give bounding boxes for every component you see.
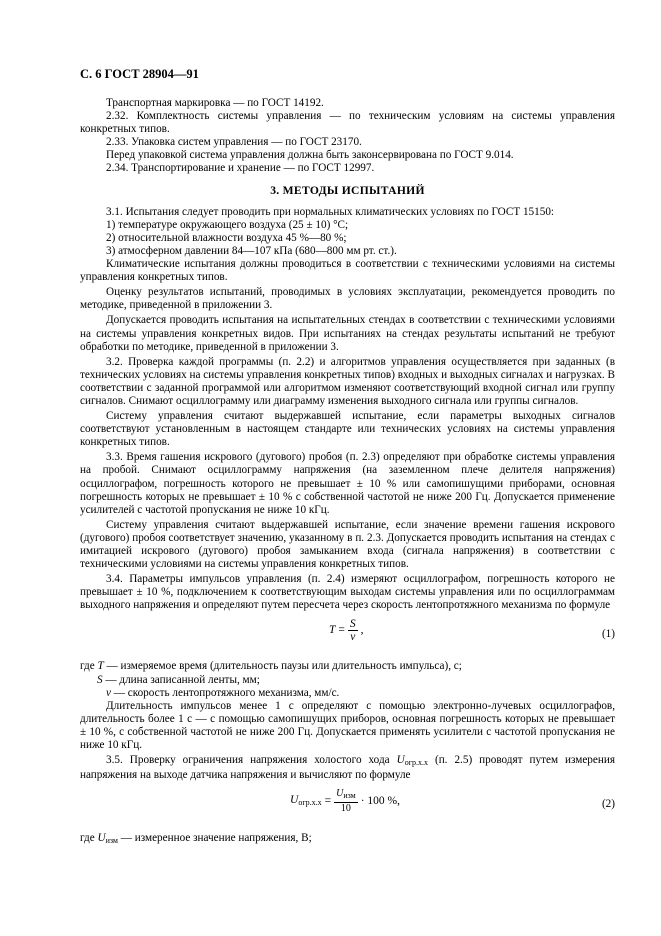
formula-1-tail: , xyxy=(360,624,364,637)
formula-1-equals: = xyxy=(338,624,345,637)
definition-where: где xyxy=(80,832,95,845)
definition-where: где xyxy=(80,660,95,673)
section-title: 3. МЕТОДЫ ИСПЫТАНИЙ xyxy=(270,183,425,197)
list-item: 2) относительной влажности воздуха 45 %—80 %; xyxy=(106,231,347,244)
definition-symbol: S xyxy=(97,673,103,686)
definition-line xyxy=(80,674,615,687)
list-item: 3) атмосферном давлении 84—107 кПа (680—800 мм рт. ст.). xyxy=(106,244,397,257)
paragraph: 2.32. Комплектность системы управления — по техническим условиям на системы управления конкретных типов. xyxy=(80,110,615,136)
formula-2 xyxy=(80,786,615,828)
paragraph: 3.1. Испытания следует проводить при нормальных климатических условиях по ГОСТ 15150: xyxy=(106,205,555,218)
formula-1-expression xyxy=(329,618,364,643)
p35-symbol: U xyxy=(396,754,405,767)
paragraph: Допускается проводить испытания на испытательных стендах в соответствии с техническими условиями на системы управления конкретных видов. При испытаниях на стендах результаты испытаний не требуют обработки по методике, приведенной в приложении 3. xyxy=(80,314,615,353)
paragraph: Систему управления считают выдержавшей испытание, если параметры выходных сигналов соответствуют установленным в настоящем стандарте или технических условиях на системы управления конкретных типов. xyxy=(80,410,615,449)
list-item: 1) температуре окружающего воздуха (25 ± 10) °С; xyxy=(106,218,349,231)
definition-line xyxy=(80,832,615,847)
paragraph: 3.4. Параметры импульсов управления (п. 2.4) измеряют осциллографом, погрешность которого не превышает ± 10 %, подключением к соответствующим выходам системы управления или по осциллограммам выходного напряжения и определяют путем пересчета через скорость лентопротяжного механизма по формуле xyxy=(80,573,615,612)
definition-subscript: изм xyxy=(105,836,118,846)
p35-before: 3.5. Проверку ограничения напряжения холостого хода xyxy=(106,754,397,767)
page-header: С. 6 ГОСТ 28904—91 xyxy=(80,67,199,81)
paragraph: Оценку результатов испытаний, проводимых в условиях эксплуатации, рекомендуется проводить по методике, приведенной в приложении 3. xyxy=(80,286,615,312)
formula-1-fraction xyxy=(348,618,358,643)
formula-2-tail: · 100 %, xyxy=(360,795,401,808)
paragraph-3-5 xyxy=(80,754,615,782)
definition-text: — скорость лентопротяжного механизма, мм/с. xyxy=(113,686,340,699)
formula-2-denominator: 10 xyxy=(340,803,351,815)
definition-line xyxy=(80,660,615,673)
paragraph: Климатические испытания должны проводиться в соответствии с техническими условиями на системы управления конкретных типов. xyxy=(80,258,615,284)
paragraph: Транспортная маркировка — по ГОСТ 14192. xyxy=(106,97,324,109)
definition-text: — длина записанной ленты, мм; xyxy=(105,673,260,686)
paragraph: Перед упаковкой система управления должна быть законсервирована по ГОСТ 9.014. xyxy=(106,149,514,162)
formula-1-lhs: T xyxy=(329,624,336,637)
definition-symbol: T xyxy=(97,660,104,673)
formula-2-numerator: $U_{изм}$ xyxy=(334,788,358,803)
formula-2-number: (2) xyxy=(601,798,615,811)
definition-line xyxy=(80,687,615,700)
formula-2-expression xyxy=(290,788,400,815)
p35-subscript: огр.х.х xyxy=(404,758,428,768)
paragraph: Систему управления считают выдержавшей испытание, если значение времени гашения искрового (дугового) пробоя соответствует значению, указанному в п. 2.3. Допускается проводить испытания на стендах с имитацией искрового (дугового) пробоя замыканием входа (сигнала напряжения) в соответствии с техническими условиями на системы управления конкретных типов. xyxy=(80,518,615,571)
paragraph: 2.33. Упаковка систем управления — по ГОСТ 23170. xyxy=(106,136,362,149)
paragraph: 2.34. Транспортирование и хранение — по ГОСТ 12997. xyxy=(106,162,375,175)
formula-1-denominator: v xyxy=(350,631,356,644)
paragraph: 3.3. Время гашения искрового (дугового) пробоя (п. 2.3) определяют при обработке системы управления на пробой. Снимают осциллограмму напряжения (на заземленном плече делителя напряжения) осциллографом, погрешность которого не превышает ± 10 % или самопишущими приборами, основная погрешность которых не превышает ± 10 % с собственной частотой не ниже 200 Гц. Допускается применение усилителей с частотой пропускания не ниже 10 кГц. xyxy=(80,451,615,516)
formula-1 xyxy=(80,616,615,656)
formula-1-numerator: S xyxy=(349,618,356,631)
formula-1-number: (1) xyxy=(601,628,615,641)
formula-2-lhs: $U_{огр.х.х}$ xyxy=(290,794,322,808)
formula-2-equals: = xyxy=(324,795,332,808)
definition-symbol: v xyxy=(106,686,111,699)
paragraph: Длительность импульсов менее 1 с определяют с помощью электронно-лучевых осциллографов, длительность более 1 с — с помощью самопишущих приборов, основная погрешность которых не превышает ± 10 %, с собственной частотой не ниже 200 Гц. Допускается применять усилители с частотой пропускания не ниже 10 кГц. xyxy=(80,699,615,752)
formula-2-fraction xyxy=(334,788,358,815)
definition-symbol: U xyxy=(97,832,106,845)
document-body xyxy=(80,97,615,847)
definition-text: — измеренное значение напряжения, В; xyxy=(120,832,312,845)
paragraph: 3.2. Проверка каждой программы (п. 2.2) и алгоритмов управления осуществляется при заданных (в технических условиях на системы управления конкретных типов) входных и выходных сигналах и нагрузках. В соответствии с заданной программой или алгоритмом изменяют соответствующий входной сигнал или группу сигналов. Снимают осциллограмму или диаграмму изменения выходного сигнала или группы сигналов. xyxy=(80,355,615,407)
definition-text: — измеряемое время (длительность паузы или длительность импульса), с; xyxy=(106,660,462,673)
p35-after: (п. 2.5) проводят путем измерения напряжения на выходе датчика напряжения и вычисляют по формуле xyxy=(80,754,615,782)
